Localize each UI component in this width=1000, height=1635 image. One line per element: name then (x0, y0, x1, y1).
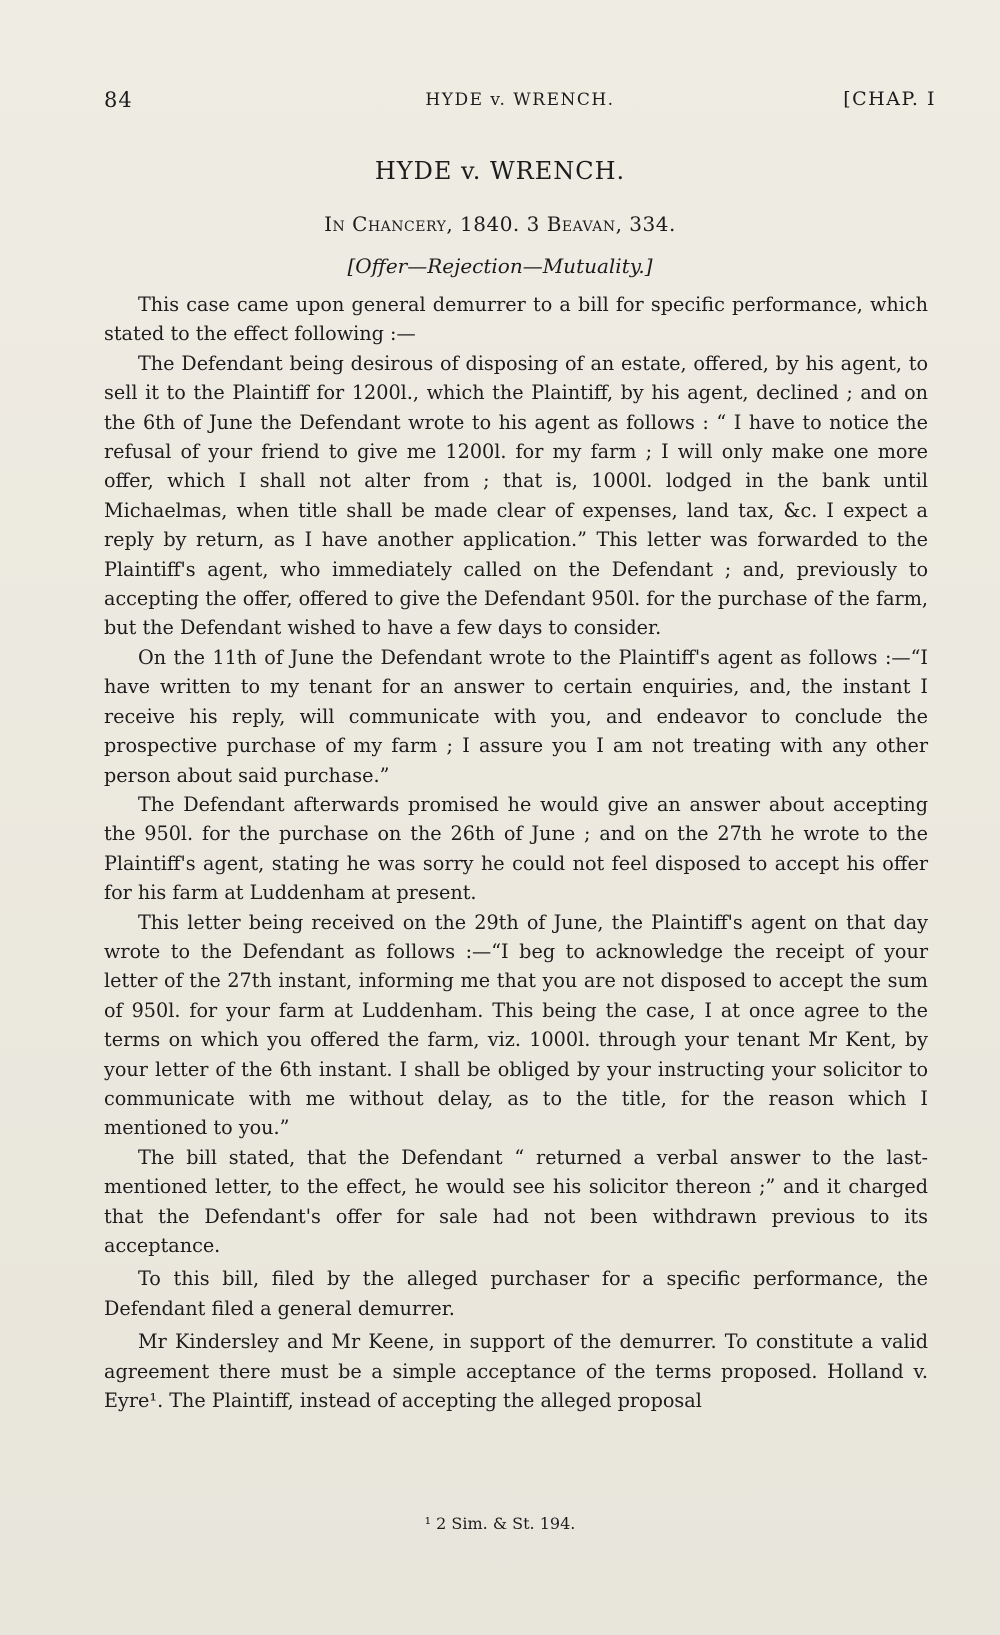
case-title: HYDE v. WRENCH. (374, 157, 626, 185)
paragraph-5: This letter being received on the 29th of June, the Plaintiff's agent on that day wrote to the Defendant as follows :—“I beg to acknowledge the receipt of your letter of the 27th instant, informing me that you are not disposed to accept the sum of 950l. for your farm at Luddenham. This being the case, I at once agree to the terms on which you offered the farm, viz. 1000l. through your tenant Mr Kent, by your letter of the 6th instant. I shall be obliged by your instructing your solicitor to communicate with me without delay, as to the title, for the reason which I mentioned to you.” (104, 910, 928, 1140)
running-title: HYDE v. WRENCH. (425, 90, 615, 110)
paragraph-8: Mr Kindersley and Mr Keene, in support of the demurrer. To constitute a valid agreement there must be a simple acceptance of the terms proposed. Holland v. Eyre¹. The Plaintiff, instead of accepting the alleged proposal (104, 1330, 928, 1413)
paragraph-6: The bill stated, that the Defendant “ returned a verbal answer to the last-mentioned letter, to the effect, he would see his solicitor thereon ;” and it charged that the Defendant's offer for sale had not been withdrawn previous to its acceptance. (104, 1145, 928, 1257)
paragraph-1: This case came upon general demurrer to a bill for specific performance, which stated to the effect following :— (104, 293, 928, 346)
chapter-label: [CHAP. I (843, 88, 936, 110)
catchwords: [Offer—Rejection—Mutuality.] (347, 254, 653, 278)
court-citation (0, 212, 1000, 236)
paragraph-3: On the 11th of June the Defendant wrote to the Plaintiff's agent as follows :—“I have written to my tenant for an answer to certain enquiries, and, the instant I receive his reply, will communicate with you, and endeavor to conclude the prospective purchase of my farm ; I assure you I am not treating with any other person about said purchase.” (104, 645, 928, 787)
paragraph-7: To this bill, filed by the alleged purchaser for a specific performance, the Defendant filed a general demurrer. (104, 1267, 928, 1320)
page-number: 84 (104, 88, 133, 112)
running-header (104, 88, 936, 122)
paragraph-2: The Defendant being desirous of disposing of an estate, offered, by his agent, to sell it to the Plaintiff for 1200l., which the Plaintiff, by his agent, declined ; and on the 6th of June the Defendant wrote to his agent as follows : “ I have to notice the refusal of your friend to give me 1200l. for my farm ; I will only make one more offer, which I shall not alter from ; that is, 1000l. lodged in the bank until Michaelmas, when title shall be made clear of expenses, land tax, &c. I expect a reply by return, as I have another application.” This letter was forwarded to the Plaintiff's agent, who immediately called on the Defendant ; and, previously to accepting the offer, offered to give the Defendant 950l. for the purchase of the farm, but the Defendant wished to have a few days to consider. (104, 351, 928, 640)
court-citation-text: In Chancery, 1840. 3 Beavan, 334. (324, 212, 676, 236)
paragraph-4: The Defendant afterwards promised he would give an answer about accepting the 950l. for the purchase on the 26th of June ; and on the 27th he wrote to the Plaintiff's agent, stating he was sorry he could not feel disposed to accept his offer for his farm at Luddenham at present. (104, 792, 928, 905)
body-text (104, 290, 928, 1415)
footnote: ¹ 2 Sim. & St. 194. (424, 1514, 576, 1533)
